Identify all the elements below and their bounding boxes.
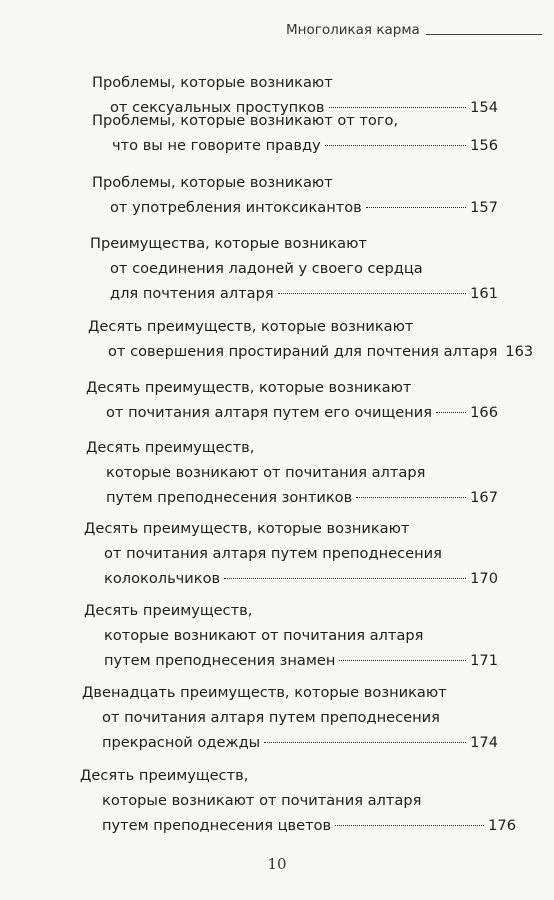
toc-page-number: 176	[488, 817, 516, 834]
toc-entry	[0, 170, 554, 220]
toc-entry-line: для почтения алтаря	[110, 285, 274, 302]
toc-entry	[0, 680, 554, 755]
toc-page-number: 157	[470, 199, 498, 216]
toc-entry	[0, 375, 554, 425]
toc-entry-line: путем преподнесения цветов	[102, 817, 332, 834]
toc-entry-line: Десять преимуществ,	[80, 767, 249, 784]
toc-entry-leader-line	[112, 133, 498, 158]
dot-leader	[436, 412, 466, 413]
toc-page-number: 163	[505, 343, 534, 360]
toc-entry-line: Проблемы, которые возникают	[92, 174, 333, 191]
toc-entry-line: колокольчиков	[104, 570, 221, 587]
toc-entry-line: Проблемы, которые возникают от того,	[92, 112, 399, 129]
toc-entry	[0, 516, 554, 591]
toc-page-number: 156	[470, 137, 498, 154]
toc-page-number: 154	[470, 99, 498, 116]
toc-entry	[0, 314, 554, 364]
toc-entry-line: от почитания алтаря путем его очищения	[106, 404, 433, 421]
toc-entry-line: Десять преимуществ, которые возникают	[86, 379, 412, 396]
toc-entry-line: от почитания алтаря путем преподнесения	[102, 709, 440, 726]
toc-entry-leader-line	[102, 813, 516, 838]
toc-entry-line: которые возникают от почитания алтаря	[104, 627, 424, 644]
toc-entry-line: которые возникают от почитания алтаря	[102, 792, 422, 809]
page-number: 10	[267, 855, 287, 873]
toc-page-number: 170	[470, 570, 498, 587]
toc-entry-line: Преимущества, которые возникают	[90, 235, 367, 252]
dot-leader	[264, 742, 466, 743]
toc-entry-line: Десять преимуществ, которые возникают	[88, 318, 414, 335]
toc-page-number: 171	[470, 652, 498, 669]
toc-entry-line: от употребления интоксикантов	[110, 199, 362, 216]
toc-entry	[0, 108, 554, 158]
toc-page-number: 174	[470, 734, 498, 751]
toc-entry-line: Двенадцать преимуществ, которые возникают	[82, 684, 447, 701]
toc-entry-leader-line	[102, 730, 498, 755]
dot-leader	[339, 660, 466, 661]
toc-entry-line: Десять преимуществ, которые возникают	[84, 520, 410, 537]
toc-entry	[0, 435, 554, 510]
toc-entry-line: путем преподнесения зонтиков	[106, 489, 353, 506]
toc-entry-leader-line	[106, 485, 498, 510]
toc-entry-leader-line	[104, 566, 498, 591]
toc-entry-line: от соединения ладоней у своего сердца	[110, 260, 423, 277]
toc-entry-leader-line	[110, 281, 498, 306]
toc-entry-line: от почитания алтаря путем преподнесения	[104, 545, 442, 562]
dot-leader	[335, 825, 484, 826]
toc-entry-line: которые возникают от почитания алтаря	[106, 464, 426, 481]
dot-leader	[325, 145, 466, 146]
toc-entry	[0, 598, 554, 673]
toc-entry-line: Десять преимуществ,	[84, 602, 253, 619]
dot-leader	[278, 293, 467, 294]
book-title: Многоликая карма	[286, 22, 420, 38]
toc-entry-line: путем преподнесения знамен	[104, 652, 336, 669]
dot-leader	[224, 578, 466, 579]
toc-page-number: 166	[470, 404, 498, 421]
toc-entry-leader-line	[110, 195, 498, 220]
toc-page-number: 167	[470, 489, 498, 506]
toc-entry	[0, 231, 554, 306]
toc-entry-line: прекрасной одежды	[102, 734, 261, 751]
toc-entry-leader-line	[108, 339, 534, 364]
running-header	[286, 20, 542, 38]
toc-entry-leader-line	[106, 400, 498, 425]
toc-entry-line: что вы не говорите правду	[112, 137, 321, 154]
toc-entry-line: Проблемы, которые возникают	[92, 74, 333, 91]
toc-entry-line: от сексуальных проступков	[110, 99, 325, 116]
dot-leader	[356, 497, 466, 498]
toc-entry-line: Десять преимуществ,	[86, 439, 255, 456]
toc-entry-line: от совершения простираний для почтения алтаря	[108, 343, 498, 360]
toc-entry-leader-line	[104, 648, 498, 673]
toc-entry	[0, 763, 554, 838]
dot-leader	[366, 207, 466, 208]
toc-page-number: 161	[470, 285, 498, 302]
header-rule	[426, 34, 542, 35]
